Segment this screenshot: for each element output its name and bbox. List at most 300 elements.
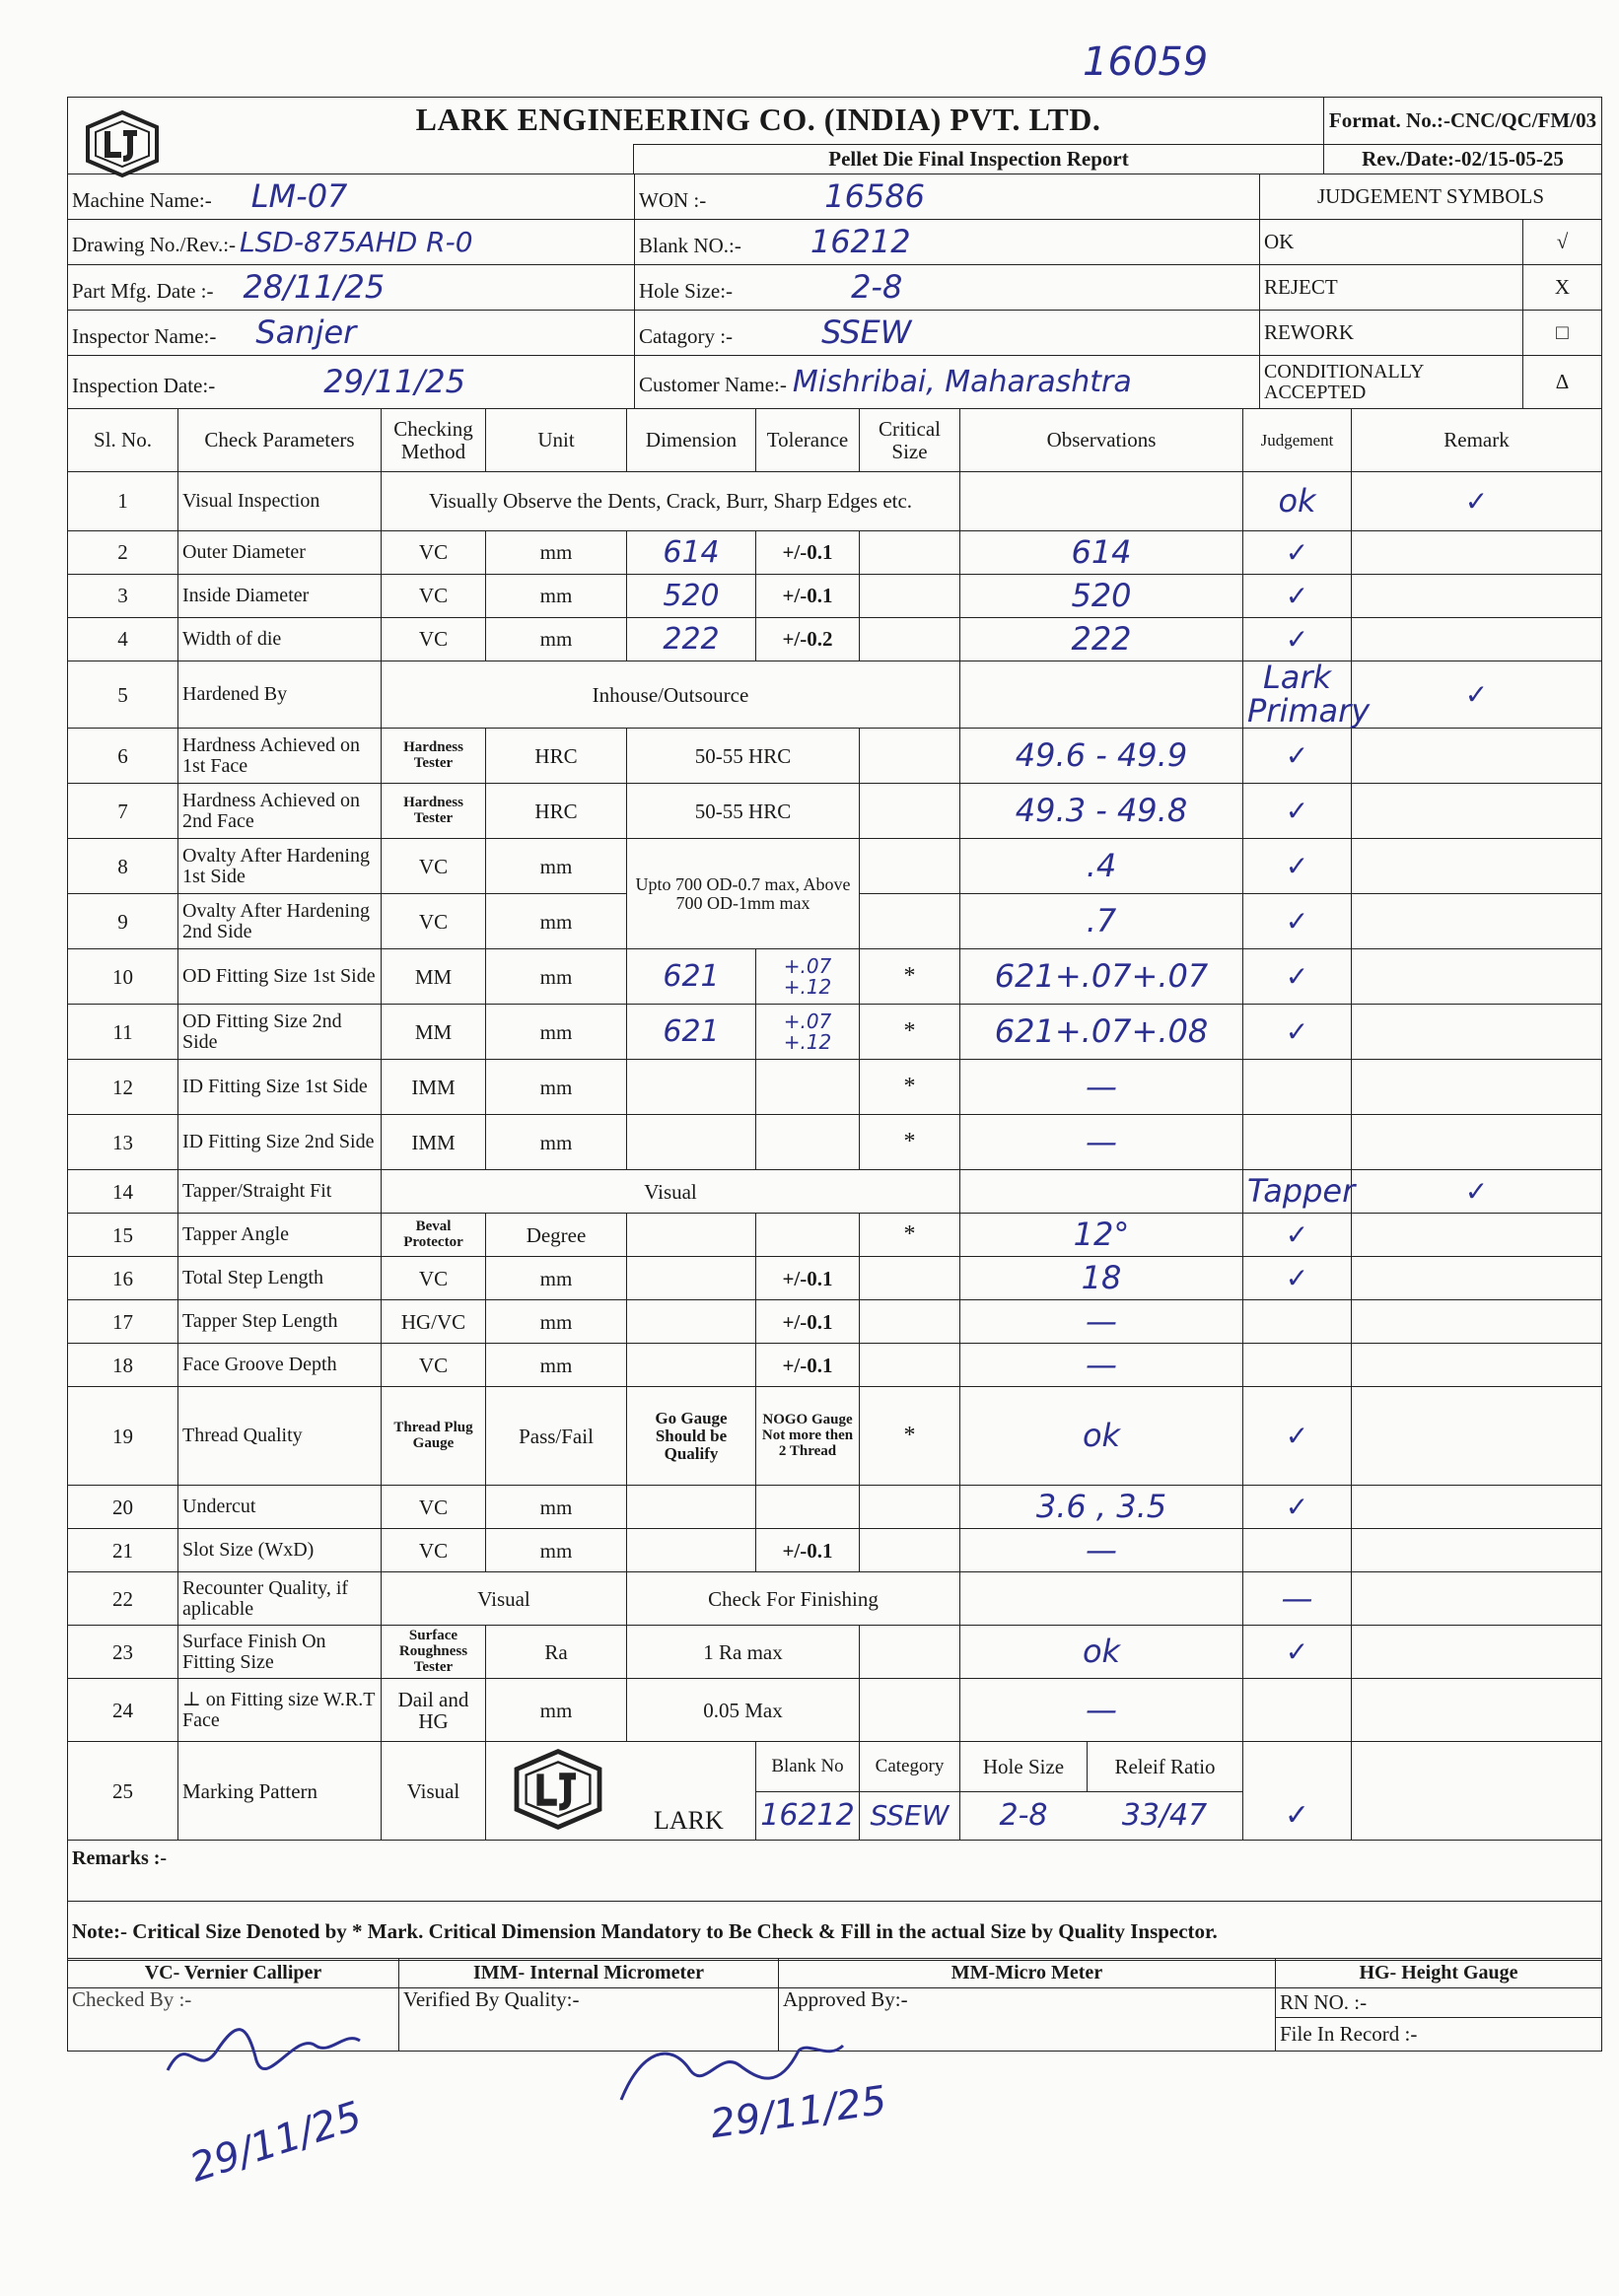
cell-judge: ✓	[1243, 1257, 1352, 1300]
cell-tol: +/-0.1	[756, 1300, 860, 1344]
approved-by-field: Approved By:-	[779, 1988, 1276, 2052]
cell-remark	[1352, 618, 1602, 661]
cell-judge	[1243, 1060, 1352, 1115]
cell-obs: 520	[960, 575, 1243, 618]
cell-sl: 2	[68, 531, 178, 575]
cell-judge: ✓	[1243, 618, 1352, 661]
cell-crit	[960, 472, 1243, 531]
cell-tol	[756, 1115, 860, 1170]
cell-param: Ovalty After Hardening 1st Side	[178, 839, 382, 894]
table-row	[68, 618, 1602, 661]
cell-judge	[1243, 1300, 1352, 1344]
cell-dim	[627, 1214, 756, 1257]
table-row	[68, 1257, 1602, 1300]
cell-param: Face Groove Depth	[178, 1344, 382, 1387]
cell-dim	[627, 1060, 756, 1115]
cell-param: Hardened By	[178, 661, 382, 729]
conditional-symbol-icon: Δ	[1523, 356, 1602, 409]
cell-sl: 10	[68, 949, 178, 1005]
reject-label: REJECT	[1260, 265, 1523, 311]
cell-method: VC	[382, 1344, 486, 1387]
marking-lark-text: LARK	[654, 1805, 724, 1835]
marking-judgement-cell: ✓	[1243, 1742, 1352, 1841]
cell-dim: 0.05 Max	[627, 1679, 860, 1742]
table-row	[68, 1529, 1602, 1572]
cell-obs: —	[960, 1300, 1243, 1344]
cell-obs: —	[960, 1679, 1243, 1742]
cell-dim	[627, 1486, 756, 1529]
cell-tol	[756, 1214, 860, 1257]
cell-judge: ✓	[1243, 1005, 1352, 1060]
cell-crit	[860, 1486, 960, 1529]
cell-crit	[860, 575, 960, 618]
cell-judge: ✓	[1352, 472, 1602, 531]
cell-judge	[1243, 1529, 1352, 1572]
cell-dim: 621	[627, 949, 756, 1005]
cell-unit: Degree	[486, 1214, 627, 1257]
cell-remark	[1352, 1344, 1602, 1387]
cell-obs: ok	[960, 1387, 1243, 1486]
cell-param: Tapper/Straight Fit	[178, 1170, 382, 1214]
cell-sl: 17	[68, 1300, 178, 1344]
cell-crit	[860, 1626, 960, 1679]
cell-remark	[1352, 1529, 1602, 1572]
cell-remark	[1352, 1060, 1602, 1115]
cell-dim	[627, 1344, 756, 1387]
table-row	[68, 784, 1602, 839]
table-row	[68, 531, 1602, 575]
cell-remark	[1352, 839, 1602, 894]
cell-sl: 14	[68, 1170, 178, 1214]
cell-param: Recounter Quality, if aplicable	[178, 1572, 382, 1626]
cell-crit	[960, 661, 1243, 729]
table-row	[68, 1486, 1602, 1529]
inspection-sheet	[67, 97, 1601, 2062]
cell-crit	[860, 1679, 960, 1742]
company-name: LARK ENGINEERING CO. (INDIA) PVT. LTD.	[415, 102, 1101, 137]
legend-vc: VC- Vernier Calliper	[68, 1959, 399, 1988]
table-row	[68, 1300, 1602, 1344]
table-row	[68, 1170, 1602, 1214]
table-row	[68, 1115, 1602, 1170]
inspector-name-field: Inspector Name:- Sanjer	[68, 311, 635, 356]
checked-by-field: Checked By :-	[68, 1988, 399, 2052]
table-row	[68, 1387, 1602, 1486]
cell-tol	[756, 1486, 860, 1529]
cell-tol: +/-0.1	[756, 1529, 860, 1572]
cell-method: Dail and HG	[382, 1679, 486, 1742]
cell-dim	[627, 1300, 756, 1344]
cell-param: Width of die	[178, 618, 382, 661]
cell-method: Beval Protector	[382, 1214, 486, 1257]
cell-param: ⊥ on Fitting size W.R.T Face	[178, 1679, 382, 1742]
cell-param: Undercut	[178, 1486, 382, 1529]
cell-dim: Go Gauge Should be Qualify	[627, 1387, 756, 1486]
cell-method: VC	[382, 1257, 486, 1300]
cell-method: VC	[382, 531, 486, 575]
cell-judge: ✓	[1352, 661, 1602, 729]
cell-unit: mm	[486, 1300, 627, 1344]
cell-tol: +/-0.2	[756, 618, 860, 661]
cell-unit: mm	[486, 1257, 627, 1300]
cell-crit: *	[860, 949, 960, 1005]
cell-crit	[860, 1344, 960, 1387]
cell-sl: 20	[68, 1486, 178, 1529]
cell-method: HG/VC	[382, 1300, 486, 1344]
blank-number-field: Blank NO.:- 16212	[635, 220, 1260, 265]
cell-param: Total Step Length	[178, 1257, 382, 1300]
header-table	[67, 97, 1602, 174]
cell-unit: mm	[486, 575, 627, 618]
info-table	[67, 174, 1602, 409]
cell-dim: 222	[627, 618, 756, 661]
cell-sl: 1	[68, 472, 178, 531]
cell-unit: Pass/Fail	[486, 1387, 627, 1486]
cell-dim: 50-55 HRC	[627, 729, 860, 784]
cell-sl: 6	[68, 729, 178, 784]
cell-unit: mm	[486, 531, 627, 575]
cell-obs: 621+.07+.07	[960, 949, 1243, 1005]
cell-crit	[960, 1170, 1243, 1214]
cell-method: VC	[382, 1529, 486, 1572]
cell-judge: ✓	[1352, 1170, 1602, 1214]
ok-symbol-icon: √	[1523, 220, 1602, 265]
cell-obs: ok	[1243, 472, 1352, 531]
table-row	[68, 1679, 1602, 1742]
checked-by-signature-icon	[148, 2011, 365, 2100]
cell-dim	[627, 1115, 756, 1170]
cell-obs: —	[1243, 1572, 1352, 1626]
cell-judge: ✓	[1243, 729, 1352, 784]
cell-obs: 12°	[960, 1214, 1243, 1257]
cell-tol: +/-0.1	[756, 531, 860, 575]
cell-param: Visual Inspection	[178, 472, 382, 531]
revision-date: Rev./Date:-02/15-05-25	[1324, 145, 1602, 174]
verified-by-date: 29/11/25	[707, 2077, 889, 2148]
cell-method: Thread Plug Gauge	[382, 1387, 486, 1486]
cell-judge	[1243, 1115, 1352, 1170]
cell-tol: +.07 +.12	[756, 1005, 860, 1060]
cell-crit: *	[860, 1387, 960, 1486]
cell-param: Surface Finish On Fitting Size	[178, 1626, 382, 1679]
cell-sl: 11	[68, 1005, 178, 1060]
cell-remark	[1352, 531, 1602, 575]
col-judgement: Judgement	[1243, 409, 1352, 472]
lark-logo-icon	[494, 1748, 622, 1831]
cell-dim: 1 Ra max	[627, 1626, 860, 1679]
cell-remark	[1352, 1115, 1602, 1170]
legend-mm: MM-Micro Meter	[779, 1959, 1276, 1988]
cell-param: Hardness Achieved on 1st Face	[178, 729, 382, 784]
cell-sl: 7	[68, 784, 178, 839]
cell-method: MM	[382, 1005, 486, 1060]
cell-sl: 4	[68, 618, 178, 661]
cell-obs: 49.6 - 49.9	[960, 729, 1243, 784]
remarks-line: Remarks :-	[68, 1841, 1602, 1902]
cell-obs: .4	[960, 839, 1243, 894]
cell-obs: —	[960, 1060, 1243, 1115]
cell-obs: 222	[960, 618, 1243, 661]
cell-tol: +/-0.1	[756, 1344, 860, 1387]
cell-remark	[1352, 1300, 1602, 1344]
cell-obs: —	[960, 1529, 1243, 1572]
cell-obs: 18	[960, 1257, 1243, 1300]
cell-tol: NOGO Gauge Not more then 2 Thread	[756, 1387, 860, 1486]
cell-crit	[860, 839, 960, 894]
cell-judge: ✓	[1243, 575, 1352, 618]
cell-method: VC	[382, 1486, 486, 1529]
table-row	[68, 839, 1602, 894]
cell-sl: 19	[68, 1387, 178, 1486]
inspection-table	[67, 408, 1602, 1961]
table-row	[68, 1344, 1602, 1387]
judgement-symbols-title: JUDGEMENT SYMBOLS	[1260, 174, 1602, 220]
col-dimension: Dimension	[627, 409, 756, 472]
legend-imm: IMM- Internal Micrometer	[399, 1959, 779, 1988]
cell-sl: 13	[68, 1115, 178, 1170]
cell-unit: mm	[486, 1529, 627, 1572]
cell-method: Hardness Tester	[382, 784, 486, 839]
cell-merged-method: Visual	[382, 1572, 627, 1626]
cell-tol: +/-0.1	[756, 575, 860, 618]
cell-unit: mm	[486, 1115, 627, 1170]
cell-remark	[1352, 1214, 1602, 1257]
cell-method: IMM	[382, 1060, 486, 1115]
cell-crit	[860, 784, 960, 839]
row-sl: 25	[68, 1742, 178, 1841]
cell-sl: 15	[68, 1214, 178, 1257]
marking-category-cell: Category SSEW	[860, 1742, 960, 1841]
rework-label: REWORK	[1260, 311, 1523, 356]
cell-sl: 8	[68, 839, 178, 894]
cell-crit	[860, 1257, 960, 1300]
cell-param: Thread Quality	[178, 1387, 382, 1486]
cell-dim	[627, 1529, 756, 1572]
row-param: Marking Pattern	[178, 1742, 382, 1841]
cell-obs: .7	[960, 894, 1243, 949]
cell-remark	[1352, 1486, 1602, 1529]
cell-obs: —	[960, 1344, 1243, 1387]
cell-judge: ✓	[1243, 1626, 1352, 1679]
company-logo-icon	[78, 109, 167, 178]
cell-unit: Ra	[486, 1626, 627, 1679]
cell-method: Hardness Tester	[382, 729, 486, 784]
cell-sl: 16	[68, 1257, 178, 1300]
cell-method: IMM	[382, 1115, 486, 1170]
cell-remark	[1352, 784, 1602, 839]
cell-param: Tapper Step Length	[178, 1300, 382, 1344]
cell-obs: 49.3 - 49.8	[960, 784, 1243, 839]
table-row	[68, 1626, 1602, 1679]
cell-unit: mm	[486, 839, 627, 894]
cell-method: VC	[382, 894, 486, 949]
cell-sl: 18	[68, 1344, 178, 1387]
cell-crit: *	[860, 1005, 960, 1060]
cell-sl: 9	[68, 894, 178, 949]
cell-unit: HRC	[486, 784, 627, 839]
table-row	[68, 661, 1602, 729]
cell-judge	[1243, 1679, 1352, 1742]
marking-blank-cell: Blank No 16212	[756, 1742, 860, 1841]
cell-obs: 3.6 , 3.5	[960, 1486, 1243, 1529]
cell-remark	[1352, 894, 1602, 949]
machine-name-field: Machine Name:- LM-07	[68, 174, 635, 220]
cell-crit: *	[860, 1214, 960, 1257]
cell-sl: 12	[68, 1060, 178, 1115]
cell-unit: mm	[486, 1344, 627, 1387]
cell-unit: HRC	[486, 729, 627, 784]
hole-size-field: Hole Size:- 2-8	[635, 265, 1260, 311]
cell-param: Outer Diameter	[178, 531, 382, 575]
ok-label: OK	[1260, 220, 1523, 265]
file-in-record-field: File In Record :-	[1276, 2018, 1602, 2052]
cell-tol: +/-0.1	[756, 1257, 860, 1300]
cell-tol	[756, 1060, 860, 1115]
cell-crit	[860, 1529, 960, 1572]
reject-symbol-icon: X	[1523, 265, 1602, 311]
customer-name-field: Customer Name:- Mishribai, Maharashtra	[635, 356, 1260, 409]
cell-param: ID Fitting Size 2nd Side	[178, 1115, 382, 1170]
report-title: Pellet Die Final Inspection Report	[634, 145, 1324, 174]
cell-judge: ✓	[1243, 894, 1352, 949]
cell-merged: Visual	[382, 1170, 960, 1214]
cell-judge: ✓	[1243, 784, 1352, 839]
table-row-marking-pattern	[68, 1742, 1602, 1841]
table-row	[68, 1214, 1602, 1257]
rn-number-field: RN NO. :-	[1276, 1988, 1602, 2018]
cell-obs: ok	[960, 1626, 1243, 1679]
cell-crit	[860, 894, 960, 949]
cell-sl: 23	[68, 1626, 178, 1679]
cell-crit: *	[860, 1060, 960, 1115]
cell-obs: 614	[960, 531, 1243, 575]
cell-sl: 24	[68, 1679, 178, 1742]
won-field: WON :- 16586	[635, 174, 1260, 220]
cell-judge: ✓	[1243, 839, 1352, 894]
category-field: Catagory :- SSEW	[635, 311, 1260, 356]
cell-remark	[1352, 1257, 1602, 1300]
col-checking-method: Checking Method	[382, 409, 486, 472]
table-row	[68, 1060, 1602, 1115]
cell-remark	[1352, 1679, 1602, 1742]
table-row	[68, 1005, 1602, 1060]
cell-judge: ✓	[1243, 1214, 1352, 1257]
critical-size-note: Note:- Critical Size Denoted by * Mark. Critical Dimension Mandatory to Be Check & Fill in the actual Size by Quality Inspector.	[68, 1902, 1602, 1961]
cell-tol: +.07 +.12	[756, 949, 860, 1005]
cell-param: ID Fitting Size 1st Side	[178, 1060, 382, 1115]
marking-hole-relief-cell: Hole Size Releif Ratio 2-8 33/47	[960, 1742, 1243, 1841]
cell-dim: 614	[627, 531, 756, 575]
cell-unit: mm	[486, 1486, 627, 1529]
cell-obs: Tapper	[1243, 1170, 1352, 1214]
cell-sl: 5	[68, 661, 178, 729]
cell-crit	[860, 729, 960, 784]
cell-param: OD Fitting Size 2nd Side	[178, 1005, 382, 1060]
cell-remark	[1352, 949, 1602, 1005]
cell-merged: Inhouse/Outsource	[382, 661, 960, 729]
legend-hg: HG- Height Gauge	[1276, 1959, 1602, 1988]
cell-judge: ✓	[1243, 531, 1352, 575]
cell-judge: ✓	[1243, 949, 1352, 1005]
cell-unit: mm	[486, 894, 627, 949]
conditionally-accepted-label: CONDITIONALLY ACCEPTED	[1260, 356, 1523, 409]
col-remark: Remark	[1352, 409, 1602, 472]
cell-dim: 621	[627, 1005, 756, 1060]
format-number: Format. No.:-CNC/QC/FM/03	[1324, 98, 1602, 145]
cell-crit	[960, 1572, 1243, 1626]
cell-unit: mm	[486, 1679, 627, 1742]
mfg-date-field: Part Mfg. Date :- 28/11/25	[68, 265, 635, 311]
cell-unit: mm	[486, 1060, 627, 1115]
cell-param: Tapper Angle	[178, 1214, 382, 1257]
cell-param: Ovalty After Hardening 2nd Side	[178, 894, 382, 949]
table-row	[68, 1572, 1602, 1626]
rework-symbol-icon: □	[1523, 311, 1602, 356]
verified-by-field: Verified By Quality:-	[399, 1988, 779, 2052]
cell-sl: 21	[68, 1529, 178, 1572]
cell-method: MM	[382, 949, 486, 1005]
cell-crit	[860, 531, 960, 575]
table-row	[68, 575, 1602, 618]
cell-param: OD Fitting Size 1st Side	[178, 949, 382, 1005]
col-critical-size: Critical Size	[860, 409, 960, 472]
cell-unit: mm	[486, 1005, 627, 1060]
cell-dim: Upto 700 OD-0.7 max, Above 700 OD-1mm max	[627, 839, 860, 949]
table-row	[68, 472, 1602, 531]
cell-method: VC	[382, 575, 486, 618]
cell-judge	[1352, 1572, 1602, 1626]
col-observations: Observations	[960, 409, 1243, 472]
cell-param: Slot Size (WxD)	[178, 1529, 382, 1572]
col-sl-no: Sl. No.	[68, 409, 178, 472]
cell-method: VC	[382, 839, 486, 894]
col-tolerance: Tolerance	[756, 409, 860, 472]
cell-dim: 50-55 HRC	[627, 784, 860, 839]
cell-param: Hardness Achieved on 2nd Face	[178, 784, 382, 839]
marking-remark-cell	[1352, 1742, 1602, 1841]
cell-merged-dimension: Check For Finishing	[627, 1572, 960, 1626]
col-check-parameters: Check Parameters	[178, 409, 382, 472]
cell-obs: 621+.07+.08	[960, 1005, 1243, 1060]
cell-judge	[1243, 1344, 1352, 1387]
cell-method: Surface Roughness Tester	[382, 1626, 486, 1679]
cell-dim: 520	[627, 575, 756, 618]
cell-sl: 3	[68, 575, 178, 618]
cell-crit	[860, 618, 960, 661]
cell-remark	[1352, 1626, 1602, 1679]
cell-judge: ✓	[1243, 1387, 1352, 1486]
cell-crit	[860, 1300, 960, 1344]
cell-sl: 22	[68, 1572, 178, 1626]
drawing-number-field: Drawing No./Rev.:- LSD-875AHD R-0	[68, 220, 635, 265]
col-unit: Unit	[486, 409, 627, 472]
cell-unit: mm	[486, 618, 627, 661]
inspection-date-field: Inspection Date:- 29/11/25	[68, 356, 635, 409]
cell-remark	[1352, 729, 1602, 784]
cell-dim	[627, 1257, 756, 1300]
cell-method: VC	[382, 618, 486, 661]
cell-remark	[1352, 575, 1602, 618]
checked-by-date: 29/11/25	[184, 2093, 368, 2192]
table-row	[68, 729, 1602, 784]
cell-remark	[1352, 1387, 1602, 1486]
cell-obs: Lark Primary	[1243, 661, 1352, 729]
row-method: Visual	[382, 1742, 486, 1841]
cell-obs: —	[960, 1115, 1243, 1170]
cell-merged: Visually Observe the Dents, Crack, Burr, Sharp Edges etc.	[382, 472, 960, 531]
cell-param: Inside Diameter	[178, 575, 382, 618]
table-row	[68, 949, 1602, 1005]
